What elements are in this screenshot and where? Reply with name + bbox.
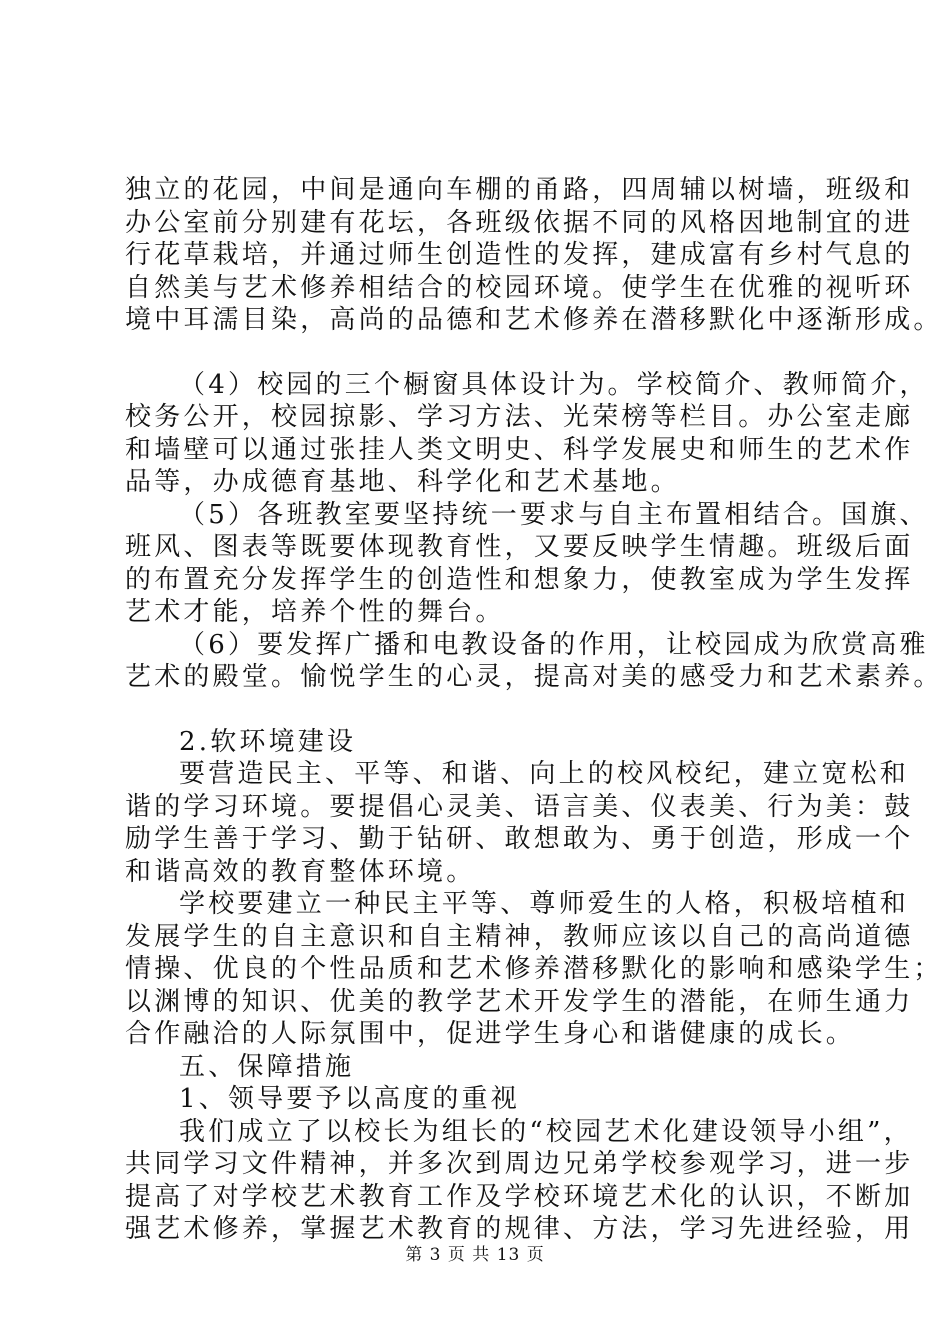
text-line: 情操、优良的个性品质和艺术修养潜移默化的影响和感染学生； — [125, 954, 943, 984]
text-line: （6）要发挥广播和电教设备的作用，让校园成为欣赏高雅 — [179, 629, 929, 660]
text-line: 要营造民主、平等、和谐、向上的校风校纪，建立宽松和 — [179, 759, 910, 789]
text-line: 品等，办成德育基地、科学化和艺术基地。 — [125, 467, 680, 497]
text-line: 和墙壁可以通过张挂人类文明史、科学发展史和师生的艺术作 — [125, 434, 914, 465]
section-heading: 五、保障措施 — [179, 1051, 355, 1082]
document-body — [125, 174, 943, 1246]
text-line: 办公室前分别建有花坛，各班级依据不同的风格因地制宜的进 — [125, 207, 914, 238]
subsection-heading: 1、领导要予以高度的重视 — [179, 1084, 520, 1114]
text-line: 发展学生的自主意识和自主精神，教师应该以自己的高尚道德 — [125, 921, 914, 952]
text-line: 强艺术修养，掌握艺术教育的规律、方法，学习先进经验，用 — [125, 1214, 914, 1244]
text-line: 的布置充分发挥学生的创造性和想象力，使教室成为学生发挥 — [125, 564, 914, 595]
text-line: 艺术的殿堂。愉悦学生的心灵，提高对美的感受力和艺术素养。 — [125, 662, 943, 692]
text-line: 谐的学习环境。要提倡心灵美、语言美、仪表美、行为美：鼓 — [125, 791, 914, 822]
text-line: 行花草栽培，并通过师生创造性的发挥，建成富有乡村气息的 — [125, 240, 914, 270]
section-heading: 2.软环境建设 — [179, 726, 357, 757]
text-line: 励学生善于学习、勤于钻研、敢想敢为、勇于创造，形成一个 — [125, 824, 914, 854]
text-line: 共同学习文件精神，并多次到周边兄弟学校参观学习，进一步 — [125, 1149, 914, 1179]
text-line: 合作融洽的人际氛围中，促进学生身心和谐健康的成长。 — [125, 1019, 856, 1049]
text-line: 独立的花园，中间是通向车棚的甬路，四周辅以树墙，班级和 — [125, 175, 914, 205]
text-line: （4）校园的三个橱窗具体设计为。学校简介、教师简介， — [179, 369, 929, 400]
text-line: 学校要建立一种民主平等、尊师爱生的人格，积极培植和 — [179, 889, 910, 919]
text-line: 境中耳濡目染，高尚的品德和艺术修养在潜移默化中逐渐形成。 — [125, 305, 943, 335]
text-line: 班风、图表等既要体现教育性，又要反映学生情趣。班级后面 — [125, 532, 914, 562]
text-line: 自然美与艺术修养相结合的校园环境。使学生在优雅的视听环 — [125, 272, 914, 303]
text-line: 我们成立了以校长为组长的“校园艺术化建设领导小组”， — [179, 1116, 913, 1147]
text-line: 提高了对学校艺术教育工作及学校环境艺术化的认识，不断加 — [125, 1181, 914, 1212]
text-line: 艺术才能，培养个性的舞台。 — [125, 597, 505, 627]
paragraph-gap — [125, 337, 825, 369]
text-line: 校务公开，校园掠影、学习方法、光荣榜等栏目。办公室走廊 — [125, 402, 914, 432]
text-line: 以渊博的知识、优美的教学艺术开发学生的潜能，在师生通力 — [125, 986, 914, 1017]
page-number-footer: 第 3 页 共 13 页 — [405, 1245, 545, 1265]
text-line: （5）各班教室要坚持统一要求与自主布置相结合。国旗、 — [179, 499, 929, 530]
text-line: 和谐高效的教育整体环境。 — [125, 856, 476, 887]
paragraph-gap — [125, 694, 825, 726]
